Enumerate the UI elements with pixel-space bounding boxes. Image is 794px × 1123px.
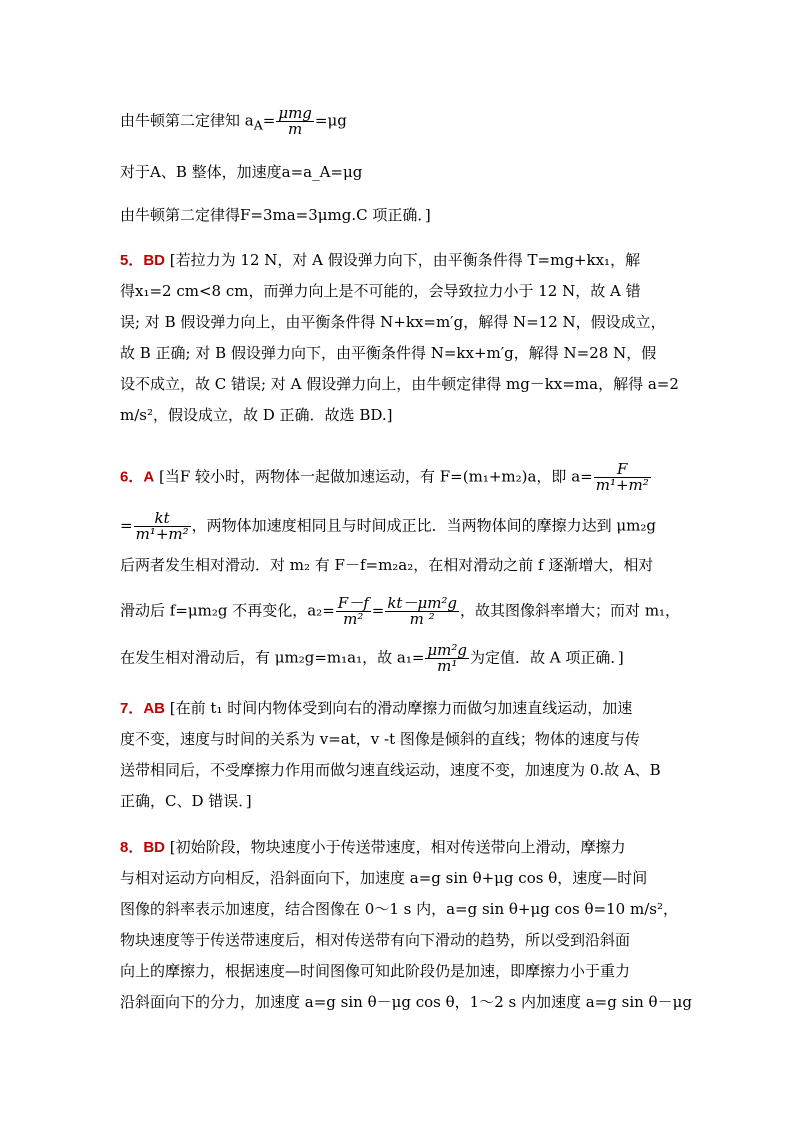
text-line: 设不成立，故 C 错误; 对 A 假设弹力向上，由牛顿定律得 mg－kx=ma，解得 a=2 xyxy=(120,375,679,393)
fraction: $\frac{F}{\text{m¹+m²}}$ xyxy=(595,460,649,494)
text-line: 物块速度等于传送带速度后，相对传送带有向下滑动的趋势，所以受到沿斜面 xyxy=(120,931,631,949)
text-line: 得x₁=2 cm<8 cm，而弹力向上是不可能的，会导致拉力小于 12 N，故 A 错 xyxy=(120,282,641,300)
text-line: 滑动后 f=μm₂g 不再变化，a₂= $\frac{F-f}{\text{m²}}$ = $\frac{\text{kt－μm²g}}{\text{m ²}}$ ，故其图像斜率增大；而对 m₁， xyxy=(120,594,681,628)
text-line: 误; 对 B 假设弹力向上，由平衡条件得 N+kx=m′g，解得 N=12 N，假设成立， xyxy=(120,313,666,331)
text-line: 正确，C、D 错误．] xyxy=(120,792,252,810)
fraction: $\frac{\text{μmg}}{m}$ xyxy=(278,104,312,138)
text-line: 由牛顿第二定律得F=3ma=3μmg.C 项正确．] xyxy=(120,206,431,224)
question-number: 8．BD xyxy=(120,839,166,856)
text-line: m/s²，假设成立，故 D 正确．故选 BD.] xyxy=(120,406,393,424)
text-line: 向上的摩擦力，根据速度—时间图像可知此阶段仍是加速，即摩擦力小于重力 xyxy=(120,962,631,980)
answer-6-line: 6．A [当F 较小时，两物体一起做加速运动，有 F=(m₁+m₂)a，即 a= $\frac{F}{\text{m¹+m²}}$ xyxy=(120,460,649,494)
text-line: 沿斜面向下的分力，加速度 a=g sin θ－μg cos θ，1～2 s 内加速度 a=g sin θ－μg xyxy=(120,993,692,1011)
text-line: 送带相同后，不受摩擦力作用而做匀速直线运动，速度不变，加速度为 0.故 A、B xyxy=(120,761,661,779)
text-line: 后两者发生相对滑动．对 m₂ 有 F－f=m₂a₂，在相对滑动之前 f 逐渐增大，相对 xyxy=(120,556,654,574)
answer-7-line: 7．AB [在前 t₁ 时间内物体受到向右的滑动摩擦力而做匀加速直线运动，加速 xyxy=(120,699,633,717)
text-line: 度不变，速度与时间的关系为 v=at，v -t 图像是倾斜的直线；物体的速度与传 xyxy=(120,730,640,748)
question-number: 6．A xyxy=(120,468,155,486)
fraction: $\frac{\text{kt－μm²g}}{\text{m ²}}$ xyxy=(387,594,458,628)
question-number: 7．AB xyxy=(120,700,166,717)
text-line: 故 B 正确; 对 B 假设弹力向下，由平衡条件得 N=kx+m′g，解得 N=28 N，假 xyxy=(120,344,657,362)
fraction: $\frac{F-f}{\text{m²}}$ xyxy=(337,594,369,628)
question-number: 5．BD xyxy=(120,252,166,269)
text-line: 在发生相对滑动后，有 μm₂g=m₁a₁，故 a₁= $\frac{\text{μm²g}}{\text{m¹}}$ 为定值．故 A 项正确．] xyxy=(120,641,624,675)
text-line: 由牛顿第二定律知 $a_A=$ $\frac{\text{μmg}}{m}$ =μg xyxy=(120,104,347,138)
text-line: 对于A、B 整体，加速度a=a_A=μg xyxy=(120,163,363,181)
fraction: $\frac{kt}{\text{m¹+m²}}$ xyxy=(135,509,189,543)
text-line: 与相对运动方向相反，沿斜面向下，加速度 a=g sin θ+μg cos θ，速度—时间 xyxy=(120,869,648,887)
answer-5-line: 5．BD [若拉力为 12 N，对 A 假设弹力向下，由平衡条件得 T=mg+kx₁，解 xyxy=(120,251,641,269)
text-line: 图像的斜率表示加速度，结合图像在 0～1 s 内，a=g sin θ+μg cos θ=10 m/s²， xyxy=(120,900,678,918)
answer-8-line: 8．BD [初始阶段，物块速度小于传送带速度，相对传送带向上滑动，摩擦力 xyxy=(120,838,626,856)
fraction: $\frac{\text{μm²g}}{\text{m¹}}$ xyxy=(427,641,468,675)
text-line: = $\frac{kt}{\text{m¹+m²}}$ ，两物体加速度相同且与时间成正比．当两物体间的摩擦力达到 μm₂g xyxy=(120,509,656,543)
